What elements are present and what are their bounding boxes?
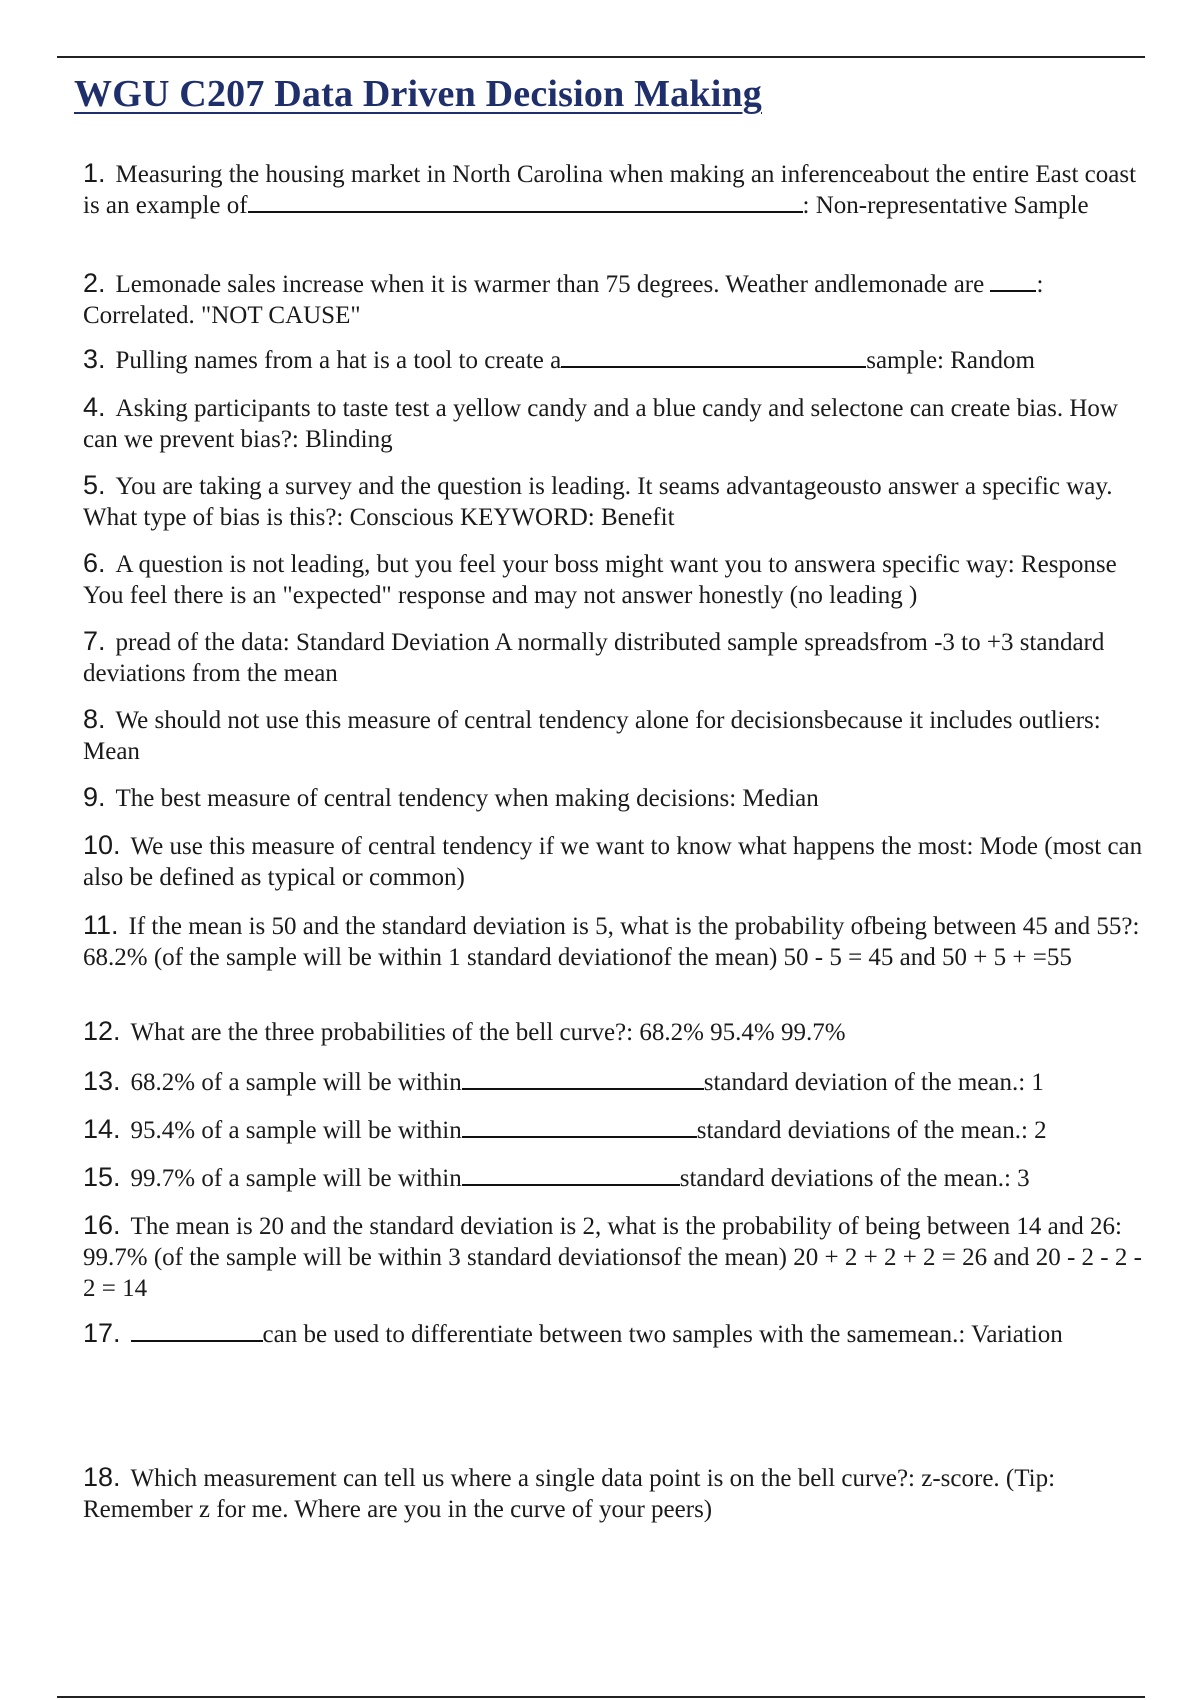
question-number: 9. xyxy=(83,782,106,812)
question-11 xyxy=(83,910,1153,973)
question-number: 2. xyxy=(83,268,106,298)
question-number: 11. xyxy=(83,910,119,940)
question-14 xyxy=(83,1114,1153,1146)
question-text: We should not use this measure of central tendency alone for decisionsbecause it includes outliers: Mean xyxy=(83,707,1101,765)
bottom-rule xyxy=(57,1696,1145,1698)
question-text: What are the three probabilities of the bell curve?: 68.2% 95.4% 99.7% xyxy=(130,1019,846,1046)
question-answer: sample: Random xyxy=(866,347,1035,374)
question-number: 7. xyxy=(83,626,106,656)
question-2 xyxy=(83,268,1153,331)
question-text: Lemonade sales increase when it is warmer than 75 degrees. Weather andlemonade are xyxy=(115,271,985,298)
question-text: We use this measure of central tendency if we want to know what happens the most: Mode (most can also be defined as typical or common) xyxy=(83,833,1143,891)
question-answer: standard deviations of the mean.: 3 xyxy=(679,1165,1030,1192)
question-text: A question is not leading, but you feel your boss might want you to answera specific way: Response You feel there is an "expected" response and may not answer honestly (no leading ) xyxy=(83,551,1117,609)
question-9 xyxy=(83,782,1153,814)
question-4 xyxy=(83,392,1153,455)
question-text: pread of the data: Standard Deviation A normally distributed sample spreadsfrom -3 to +3 standard deviations from the mean xyxy=(83,629,1105,687)
top-rule xyxy=(57,56,1145,58)
question-12 xyxy=(83,1016,1153,1048)
question-answer: standard deviation of the mean.: 1 xyxy=(703,1069,1044,1096)
question-7 xyxy=(83,626,1153,689)
question-text: Measuring the housing market in North Carolina when making an inferenceabout the entire East coast is an example of xyxy=(83,161,1137,219)
question-number: 16. xyxy=(83,1210,121,1240)
question-answer: : Non-representative Sample xyxy=(802,192,1089,219)
answer-blank xyxy=(462,1070,704,1090)
question-number: 1. xyxy=(83,158,106,188)
question-number: 4. xyxy=(83,392,106,422)
question-answer: can be used to differentiate between two samples with the samemean.: Variation xyxy=(262,1321,1063,1348)
question-15 xyxy=(83,1162,1153,1194)
answer-blank xyxy=(462,1166,680,1186)
question-6 xyxy=(83,548,1153,611)
question-text: The mean is 20 and the standard deviation is 2, what is the probability of being between 14 and 26: 99.7% (of the sample will be within 3 standard deviationsof the mean) 20 + 2 + 2 + 2 = 26 and 20 - 2 - 2 - 2 = 14 xyxy=(83,1213,1142,1302)
answer-blank xyxy=(990,272,1036,292)
question-text: Asking participants to taste test a yellow candy and a blue candy and selectone can create bias. How can we prevent bias?: Blinding xyxy=(83,395,1118,453)
question-answer: : Correlated. "NOT CAUSE" xyxy=(83,271,1044,329)
question-text: You are taking a survey and the question is leading. It seams advantageousto answer a specific way. What type of bias is this?: Conscious KEYWORD: Benefit xyxy=(83,473,1113,531)
page-title: WGU C207 Data Driven Decision Making xyxy=(74,73,763,115)
question-1 xyxy=(83,158,1153,221)
question-18 xyxy=(83,1462,1153,1525)
question-number: 13. xyxy=(83,1066,121,1096)
question-text: If the mean is 50 and the standard deviation is 5, what is the probability ofbeing between 45 and 55?: 68.2% (of the sample will be within 1 standard deviationof the mean) 50 - 5 = 45 and 50 + 5 + =55 xyxy=(83,913,1140,971)
answer-blank xyxy=(248,193,803,213)
question-number: 6. xyxy=(83,548,106,578)
question-13 xyxy=(83,1066,1153,1098)
question-number: 3. xyxy=(83,344,106,374)
question-text: Which measurement can tell us where a single data point is on the bell curve?: z-score. (Tip: Remember z for me. Where are you in the curve of your peers) xyxy=(83,1465,1056,1523)
question-number: 15. xyxy=(83,1162,121,1192)
question-answer: standard deviations of the mean.: 2 xyxy=(696,1117,1047,1144)
question-3 xyxy=(83,344,1153,376)
answer-blank xyxy=(561,348,866,368)
question-text: 99.7% of a sample will be within xyxy=(130,1165,462,1192)
answer-blank xyxy=(131,1322,263,1342)
question-17 xyxy=(83,1318,1153,1350)
question-8 xyxy=(83,704,1153,767)
question-number: 10. xyxy=(83,830,121,860)
question-number: 12. xyxy=(83,1016,121,1046)
question-number: 18. xyxy=(83,1462,121,1492)
question-number: 5. xyxy=(83,470,106,500)
question-16 xyxy=(83,1210,1153,1304)
question-text: 95.4% of a sample will be within xyxy=(130,1117,462,1144)
question-10 xyxy=(83,830,1153,893)
question-text: 68.2% of a sample will be within xyxy=(130,1069,462,1096)
question-text: The best measure of central tendency when making decisions: Median xyxy=(115,785,819,812)
question-number: 14. xyxy=(83,1114,121,1144)
question-number: 8. xyxy=(83,704,106,734)
question-5 xyxy=(83,470,1153,533)
question-text: Pulling names from a hat is a tool to create a xyxy=(115,347,562,374)
answer-blank xyxy=(462,1118,697,1138)
question-number: 17. xyxy=(83,1318,121,1348)
